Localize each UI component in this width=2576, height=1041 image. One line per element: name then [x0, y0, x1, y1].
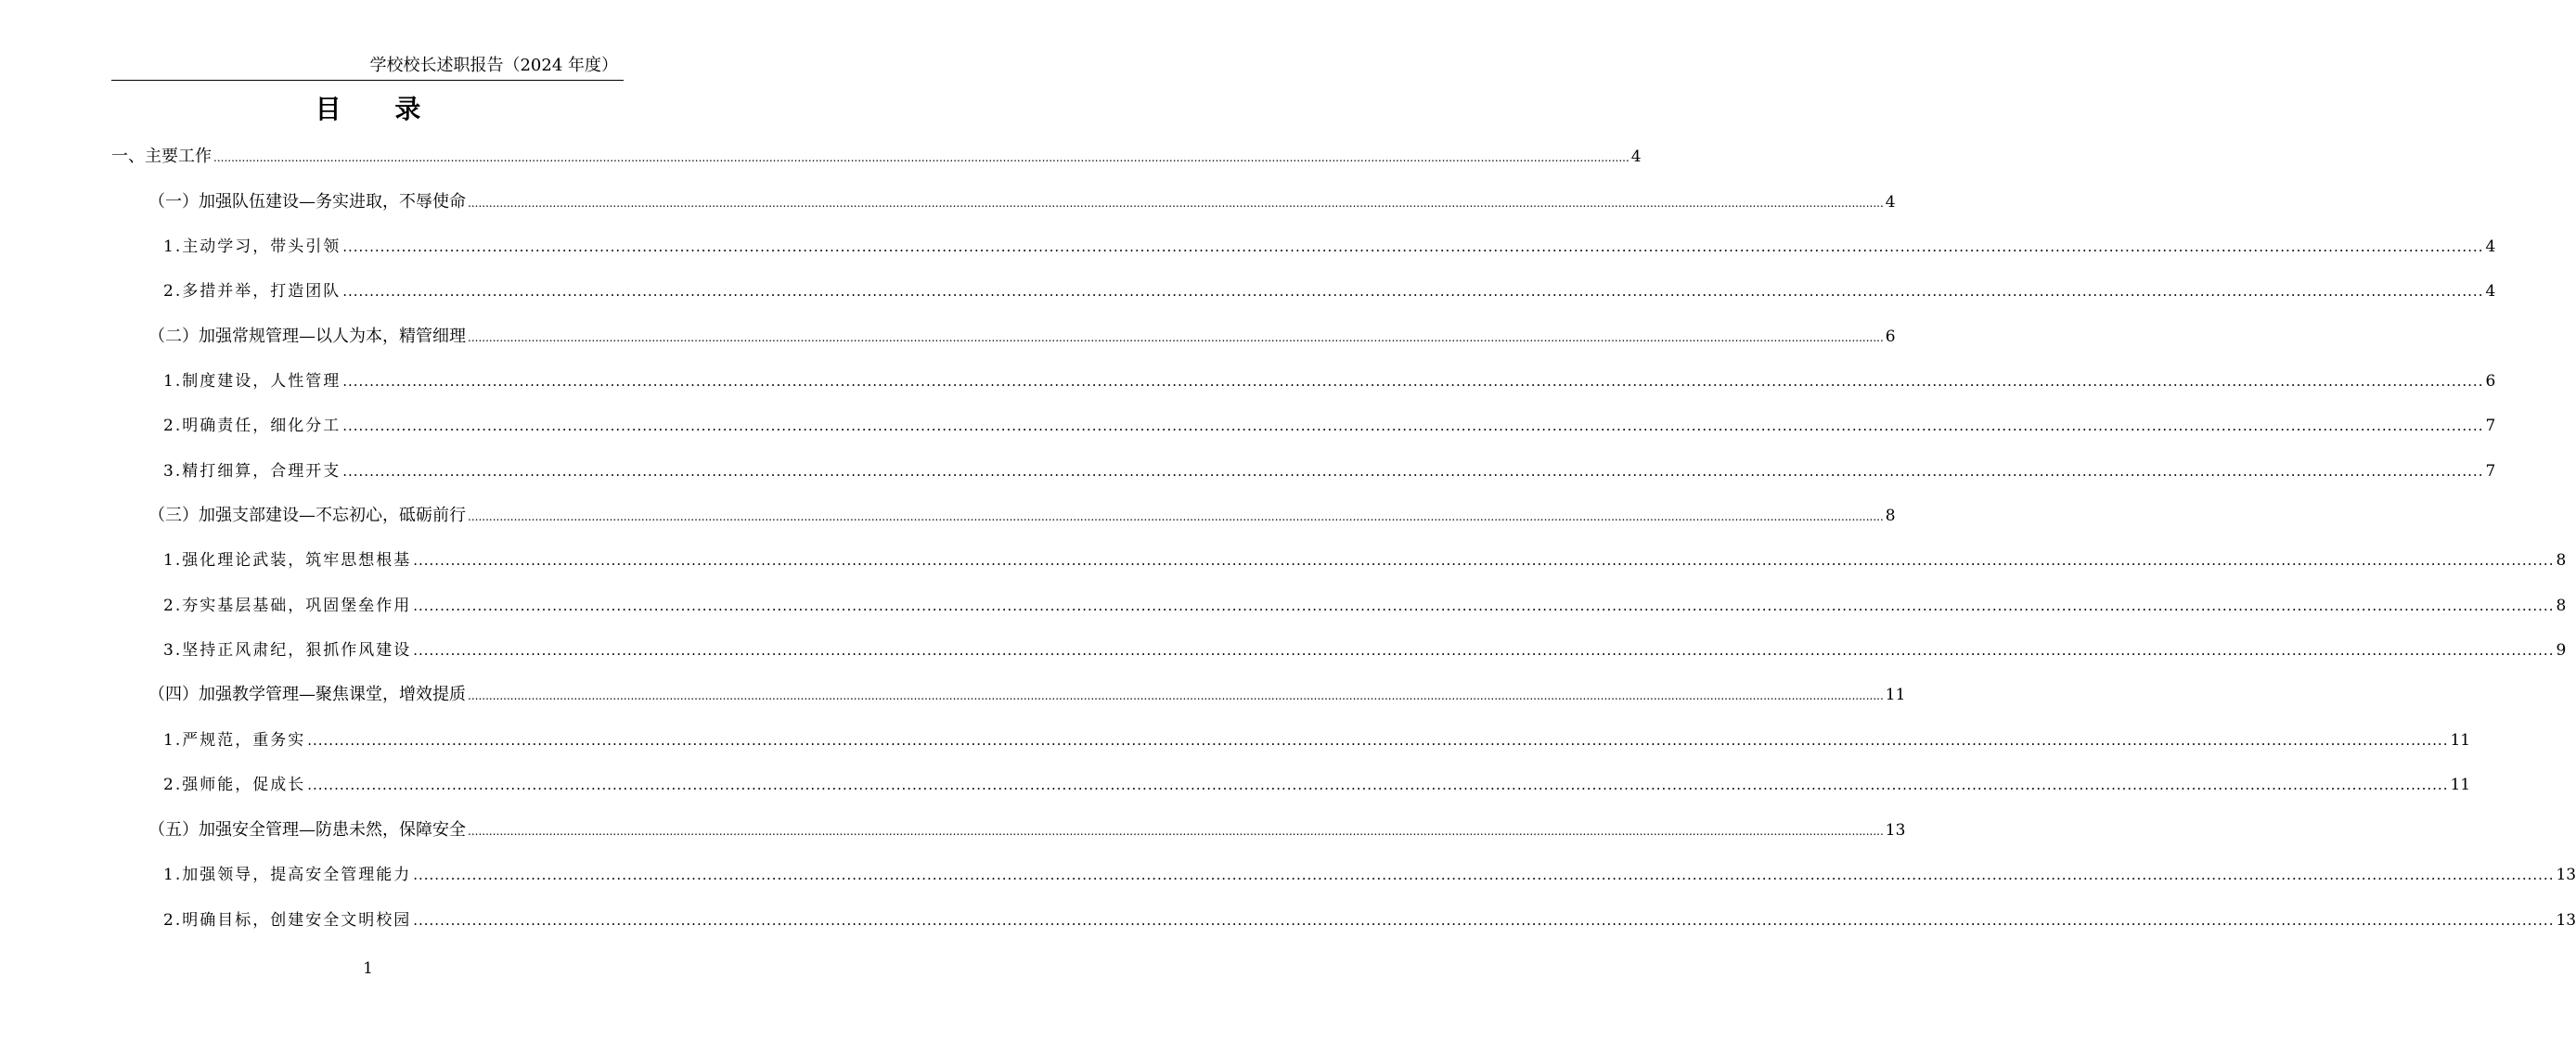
toc-entry-label: 3.精打细算，合理开支: [163, 462, 341, 481]
toc-leader-dots: ................................................................................................................................................................................................................................................................................................................................................................................................................: [468, 197, 1884, 210]
toc-title: 目 录: [315, 94, 444, 124]
toc-entry-page: 4: [2485, 282, 2496, 301]
toc-leader-dots: ................................................................................................................................................................................................................................................................................................................................................................................................................: [468, 331, 1884, 344]
toc-entry[interactable]: [163, 277, 2496, 305]
toc-entry-label: 2.夯实基层基础，巩固堡垒作用: [163, 597, 412, 615]
toc-entry-page: 13: [1885, 821, 1906, 840]
toc-leader-dots: ................................................................................................................................................................................................................................................................................................................................................................................................................: [213, 151, 1629, 164]
toc-entry-page: 6: [2485, 372, 2496, 391]
toc-entry-page: 4: [1630, 148, 1642, 166]
toc-leader-dots: ................................................................................................................................................................................................................................................................................................................................................................................................................: [468, 510, 1884, 523]
toc-entry[interactable]: [111, 143, 1642, 171]
toc-entry-label: （四）加强教学管理—聚焦课堂，增效提质: [148, 685, 466, 704]
toc-entry[interactable]: [163, 457, 2496, 485]
toc-entry-page: 13: [2556, 911, 2576, 930]
toc-entry[interactable]: [163, 771, 2471, 799]
toc-entry[interactable]: [163, 546, 2567, 574]
toc-entry-label: 1.严规范，重务实: [163, 731, 306, 750]
toc-entry-page: 11: [1885, 686, 1906, 704]
toc-entry-label: 2.明确目标，创建安全文明校园: [163, 911, 412, 930]
toc-leader-dots: ................................................................................................................................................................................................................................................................................................................................................................................................................: [413, 867, 2555, 883]
toc-entry[interactable]: [163, 592, 2567, 620]
toc-entry-page: 8: [2556, 597, 2567, 615]
toc-leader-dots: ................................................................................................................................................................................................................................................................................................................................................................................................................: [307, 732, 2449, 749]
toc-leader-dots: ................................................................................................................................................................................................................................................................................................................................................................................................................: [342, 373, 2484, 390]
toc-entry-page: 7: [2485, 462, 2496, 481]
toc-leader-dots: ................................................................................................................................................................................................................................................................................................................................................................................................................: [468, 825, 1884, 838]
toc-entry[interactable]: [148, 323, 1896, 351]
toc-leader-dots: ................................................................................................................................................................................................................................................................................................................................................................................................................: [342, 283, 2484, 300]
toc-entry-label: 1.强化理论武装，筑牢思想根基: [163, 551, 412, 570]
toc-leader-dots: ................................................................................................................................................................................................................................................................................................................................................................................................................: [342, 463, 2484, 480]
toc-entry-page: 4: [1885, 193, 1896, 212]
toc-entry-label: 1.加强领导，提高安全管理能力: [163, 866, 412, 884]
toc-entry-label: （二）加强常规管理—以人为本，精管细理: [148, 327, 466, 346]
toc-leader-dots: ................................................................................................................................................................................................................................................................................................................................................................................................................: [307, 777, 2449, 793]
toc-entry[interactable]: [148, 188, 1896, 216]
toc-entry-page: 9: [2556, 641, 2567, 660]
toc-leader-dots: ................................................................................................................................................................................................................................................................................................................................................................................................................: [413, 642, 2555, 659]
toc-entry[interactable]: [163, 412, 2496, 440]
toc-entry-page: 11: [2450, 776, 2471, 794]
toc-entry-page: 7: [2485, 417, 2496, 435]
toc-entry-page: 13: [2556, 866, 2576, 884]
toc-entry-label: 2.明确责任，细化分工: [163, 417, 341, 435]
toc-entry[interactable]: [148, 681, 1906, 709]
toc-entry-page: 11: [2450, 731, 2471, 750]
toc-entry-label: 2.强师能，促成长: [163, 776, 306, 794]
toc-entry-page: 4: [2485, 238, 2496, 256]
toc-entry-label: 3.坚持正风肃纪，狠抓作风建设: [163, 641, 412, 660]
toc-leader-dots: ................................................................................................................................................................................................................................................................................................................................................................................................................: [413, 912, 2555, 929]
header-title: 学校校长述职报告（2024 年度）: [369, 56, 618, 75]
toc-leader-dots: ................................................................................................................................................................................................................................................................................................................................................................................................................: [342, 238, 2484, 255]
footer-page-number: 1: [363, 959, 373, 978]
toc-entry-label: 1.制度建设，人性管理: [163, 372, 341, 391]
toc-leader-dots: ................................................................................................................................................................................................................................................................................................................................................................................................................: [413, 598, 2555, 614]
toc-entry[interactable]: [163, 367, 2496, 395]
toc-entry[interactable]: [163, 726, 2471, 754]
toc-entry[interactable]: [148, 502, 1896, 530]
toc-entry-label: （五）加强安全管理—防患未然，保障安全: [148, 820, 466, 840]
toc-leader-dots: ................................................................................................................................................................................................................................................................................................................................................................................................................: [342, 418, 2484, 434]
toc-entry-label: （一）加强队伍建设—务实进取，不辱使命: [148, 192, 466, 212]
toc-leader-dots: ................................................................................................................................................................................................................................................................................................................................................................................................................: [468, 689, 1884, 702]
toc-leader-dots: ................................................................................................................................................................................................................................................................................................................................................................................................................: [413, 552, 2555, 569]
toc-entry-label: 一、主要工作: [111, 147, 212, 166]
toc-entry-page: 8: [2556, 551, 2567, 570]
toc-entry-label: 2.多措并举，打造团队: [163, 282, 341, 301]
toc-entry-label: 1.主动学习，带头引领: [163, 238, 341, 256]
toc-entry[interactable]: [163, 861, 2576, 889]
toc-entry[interactable]: [163, 906, 2576, 934]
toc-entry-page: 6: [1885, 328, 1896, 346]
toc-entry[interactable]: [148, 816, 1906, 844]
toc-entry-label: （三）加强支部建设—不忘初心，砥砺前行: [148, 506, 466, 525]
toc-entry[interactable]: [163, 233, 2496, 261]
toc-entry[interactable]: [163, 636, 2567, 664]
toc-entry-page: 8: [1885, 507, 1896, 525]
